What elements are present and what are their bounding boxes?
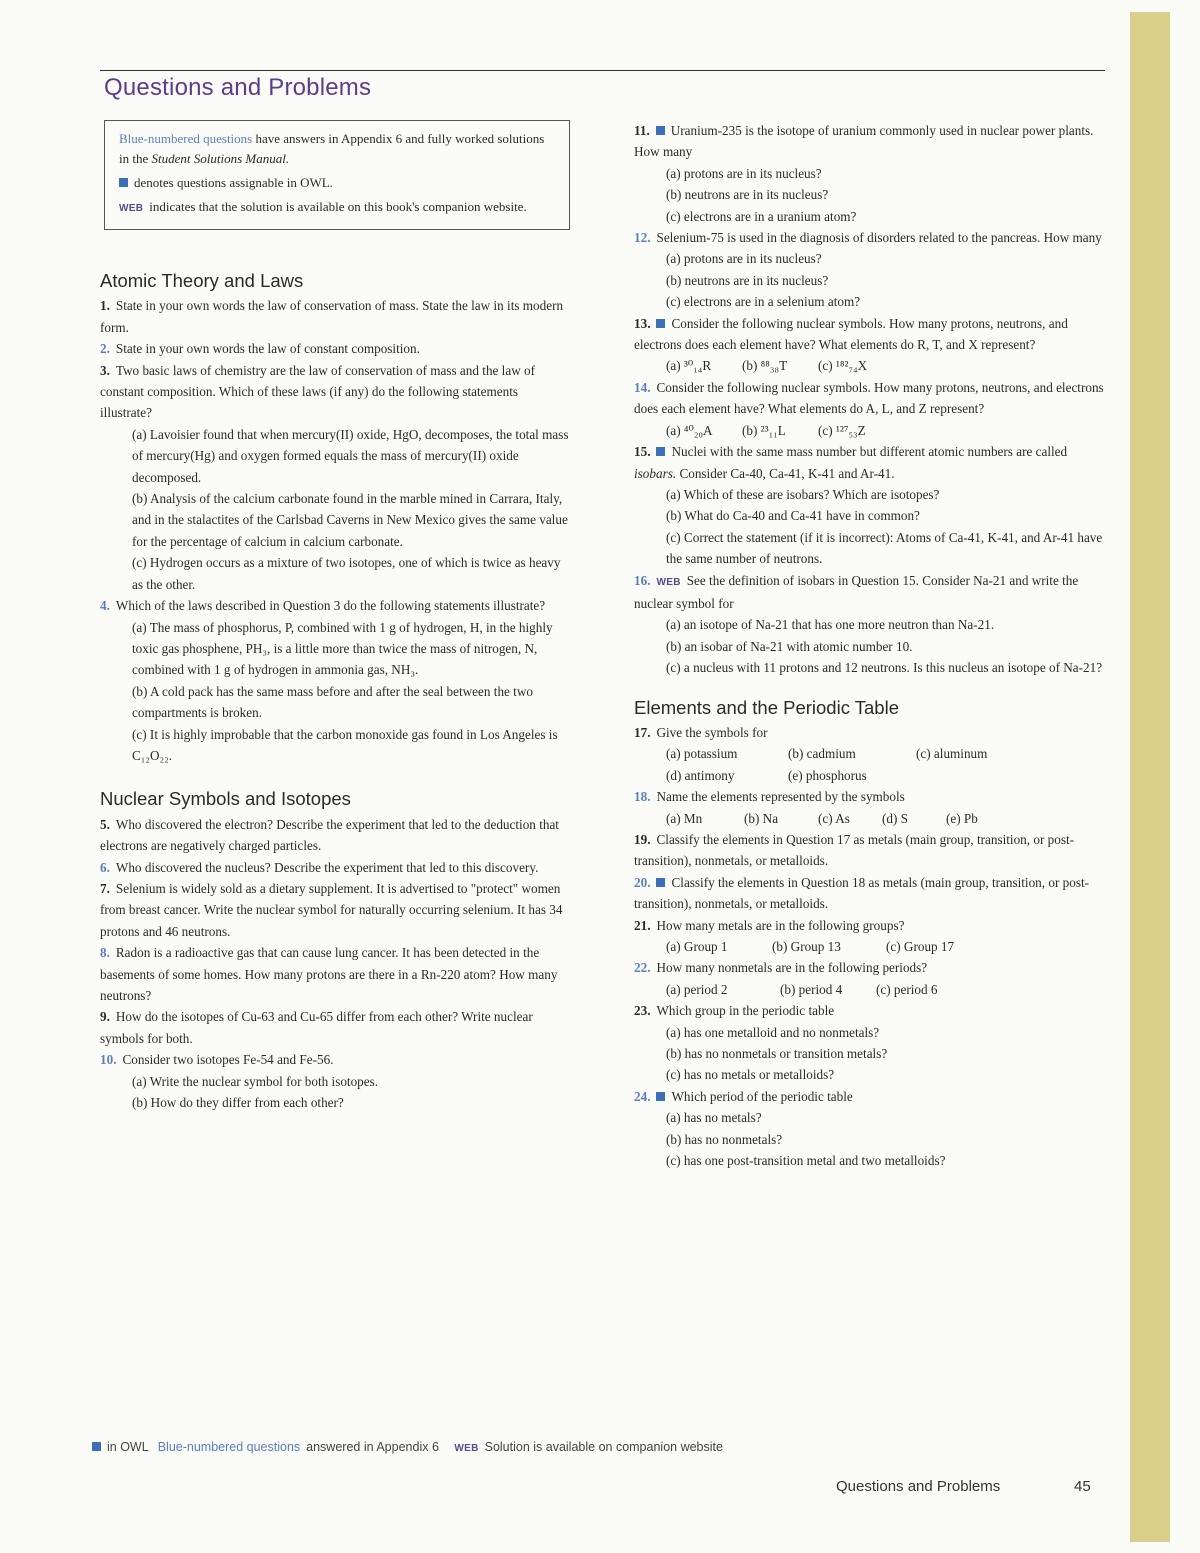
question-24c: (c) has one post-transition metal and two metalloids?	[666, 1153, 946, 1169]
question-24b: (b) has no nonmetals?	[666, 1131, 783, 1147]
question-16c: (c) a nucleus with 11 protons and 12 neutrons. Is this nucleus an isotope of Na-21?	[666, 660, 1103, 676]
section-atomic-theory: Atomic Theory and Laws	[100, 270, 304, 291]
question-10: 10. Consider two isotopes Fe-54 and Fe-56.	[100, 1052, 334, 1068]
question-18-options: (a) Mn (b) Na (c) As (d) S (e) Pb	[666, 810, 978, 826]
question-19: 19. Classify the elements in Question 17 as metals (main group, transition, or post-transition), nonmetals, or metalloids.	[634, 832, 1075, 869]
question-12a: (a) protons are in its nucleus?	[666, 251, 822, 267]
question-22-options: (a) period 2 (b) period 4 (c) period 6	[666, 981, 938, 997]
question-14: 14. Consider the following nuclear symbols. How many protons, neutrons, and electrons does each element have? What elements do A, L, and Z represent?	[634, 379, 1104, 417]
question-15: 15. Nuclei with the same mass number but different atomic numbers are called isobars. Consider Ca-40, Ca-41, K-41 and Ar-41.	[634, 444, 1068, 481]
page-title: Questions and Problems	[104, 74, 372, 101]
owl-square-icon	[92, 1442, 101, 1451]
question-16b: (b) an isobar of Na-21 with atomic number 10.	[666, 638, 913, 654]
web-tag: WEB	[119, 203, 144, 214]
question-2: 2. State in your own words the law of constant composition.	[100, 341, 420, 357]
question-23b: (b) has no nonmetals or transition metals?	[666, 1046, 888, 1062]
question-10b: (b) How do they differ from each other?	[132, 1095, 344, 1111]
question-13: 13. Consider the following nuclear symbols. How many protons, neutrons, and electrons does each element have? What elements do R, T, and X represent?	[634, 315, 1068, 353]
section-nuclear-symbols: Nuclear Symbols and Isotopes	[100, 788, 351, 810]
legend-line-owl: denotes questions assignable in OWL.	[119, 173, 555, 193]
question-1: 1. State in your own words the law of conservation of mass. State the law in its modern form.	[100, 298, 564, 335]
question-16a: (a) an isotope of Na-21 that has one more neutron than Na-21.	[666, 617, 995, 633]
question-16: 16. WEB See the definition of isobars in Question 15. Consider Na-21 and write the nuclear symbol for	[634, 572, 1079, 611]
question-23a: (a) has one metalloid and no nonmetals?	[666, 1024, 880, 1040]
book-spine-edge	[1130, 12, 1170, 1542]
question-3b: (b) Analysis of the calcium carbonate found in the marble mined in Carrara, Italy, and in the stalactites of the Carlsbad Caverns in New Mexico gives the same value for the percentage of calcium in calcium carbonate.	[132, 491, 568, 549]
top-rule	[100, 70, 1105, 71]
section-elements-periodic-table: Elements and the Periodic Table	[634, 696, 899, 718]
question-4a: (a) The mass of phosphorus, P, combined with 1 g of hydrogen, H, in the highly toxic gas phosphene, PH₃, is a little more than twice the mass of nitrogen, N, combined with 1 g of hydrogen in ammonia gas, NH₃.	[132, 619, 553, 678]
owl-square-icon	[656, 447, 665, 456]
question-20: 20. Classify the elements in Question 18 as metals (main group, transition, or post-transition), nonmetals, or metalloids.	[634, 874, 1090, 912]
question-17: 17. Give the symbols for	[634, 724, 768, 740]
question-8: 8. Radon is a radioactive gas that can cause lung cancer. It has been detected in the basements of some homes. How many protons are there in a Rn-220 atom? How many neutrons?	[100, 945, 558, 1003]
running-footer-title: Questions and Problems	[836, 1478, 1001, 1495]
question-17-options-row1: (a) potassium (b) cadmium (c) aluminum	[666, 746, 988, 762]
question-15a: (a) Which of these are isobars? Which are isotopes?	[666, 486, 940, 502]
question-4b: (b) A cold pack has the same mass before and after the seal between the two compartments is broken.	[132, 683, 533, 721]
question-15c: (c) Correct the statement (if it is incorrect): Atoms of Ca-41, K-41, and Ar-41 have the same number of neutrons.	[666, 529, 1103, 567]
question-3a: (a) Lavoisier found that when mercury(II) oxide, HgO, decomposes, the total mass of mercury(Hg) and oxygen formed equals the mass of mercury(II) oxide decomposed.	[132, 426, 569, 485]
legend-line-web: WEB indicates that the solution is available on this book's companion website.	[119, 199, 527, 214]
question-24a: (a) has no metals?	[666, 1110, 762, 1126]
question-10a: (a) Write the nuclear symbol for both isotopes.	[132, 1073, 379, 1089]
question-5: 5. Who discovered the electron? Describe the experiment that led to the deduction that electrons are negatively charged particles.	[100, 816, 559, 854]
question-12: 12. Selenium-75 is used in the diagnosis of disorders related to the pancreas. How many	[634, 230, 1102, 246]
question-23c: (c) has no metals or metalloids?	[666, 1067, 835, 1083]
web-tag: WEB	[454, 1443, 479, 1454]
owl-square-icon	[119, 178, 128, 187]
question-11c: (c) electrons are in a uranium atom?	[666, 208, 857, 224]
question-11a: (a) protons are in its nucleus?	[666, 165, 822, 181]
question-7: 7. Selenium is widely sold as a dietary supplement. It is advertised to "protect" women from breast cancer. Write the nuclear symbol for naturally occurring selenium. It has 34 protons and 46 neutrons.	[100, 880, 563, 939]
left-column	[100, 120, 570, 1113]
question-9: 9. How do the isotopes of Cu-63 and Cu-65 differ from each other? Write nuclear symbols for both.	[100, 1009, 533, 1046]
owl-square-icon	[656, 1092, 665, 1101]
question-3: 3. Two basic laws of chemistry are the law of conservation of mass and the law of constant composition. Which of these laws (if any) do the following statements illustrate?	[100, 362, 536, 421]
question-3c: (c) Hydrogen occurs as a mixture of two isotopes, one of which is twice as heavy as the other.	[132, 555, 561, 592]
question-23: 23. Which group in the periodic table	[634, 1003, 835, 1019]
question-11b: (b) neutrons are in its nucleus?	[666, 187, 829, 203]
owl-square-icon	[656, 126, 665, 135]
question-21: 21. How many metals are in the following groups?	[634, 917, 905, 933]
owl-square-icon	[656, 319, 665, 328]
owl-square-icon	[656, 878, 665, 887]
question-14-options: (a) ⁴⁰₂₀A (b) ²³₁₁L (c) ¹²⁷₅₃Z	[666, 422, 866, 438]
question-17-options-row2: (d) antimony (e) phosphorus	[666, 767, 867, 783]
web-tag: WEB	[656, 576, 681, 588]
question-22: 22. How many nonmetals are in the following periods?	[634, 960, 928, 976]
legend-line-blue: Blue-numbered questions have answers in Appendix 6 and fully worked solutions in the Student Solutions Manual.	[119, 131, 545, 166]
question-11: 11. Uranium-235 is the isotope of uranium commonly used in nuclear power plants. How many	[634, 123, 1094, 160]
question-15b: (b) What do Ca-40 and Ca-41 have in common?	[666, 508, 920, 524]
question-18: 18. Name the elements represented by the symbols	[634, 789, 905, 805]
page-number: 45	[1074, 1478, 1091, 1495]
legend-box	[104, 120, 570, 230]
question-6: 6. Who discovered the nucleus? Describe the experiment that led to this discovery.	[100, 859, 539, 875]
question-12b: (b) neutrons are in its nucleus?	[666, 272, 829, 288]
question-13-options: (a) ³⁰₁₄R (b) ⁸⁸₃₈T (c) ¹⁸²₇₄X	[666, 358, 868, 374]
footer-legend: in OWL Blue-numbered questions answered in Appendix 6 WEB Solution is available on companion website	[92, 1440, 723, 1454]
question-12c: (c) electrons are in a selenium atom?	[666, 294, 861, 310]
right-column	[634, 120, 1106, 1172]
question-21-options: (a) Group 1 (b) Group 13 (c) Group 17	[666, 939, 955, 955]
question-24: 24. Which period of the periodic table	[634, 1088, 853, 1104]
question-4c: (c) It is highly improbable that the carbon monoxide gas found in Los Angeles is C₁₂O₂₂.	[132, 726, 558, 763]
question-4: 4. Which of the laws described in Question 3 do the following statements illustrate?	[100, 598, 546, 614]
